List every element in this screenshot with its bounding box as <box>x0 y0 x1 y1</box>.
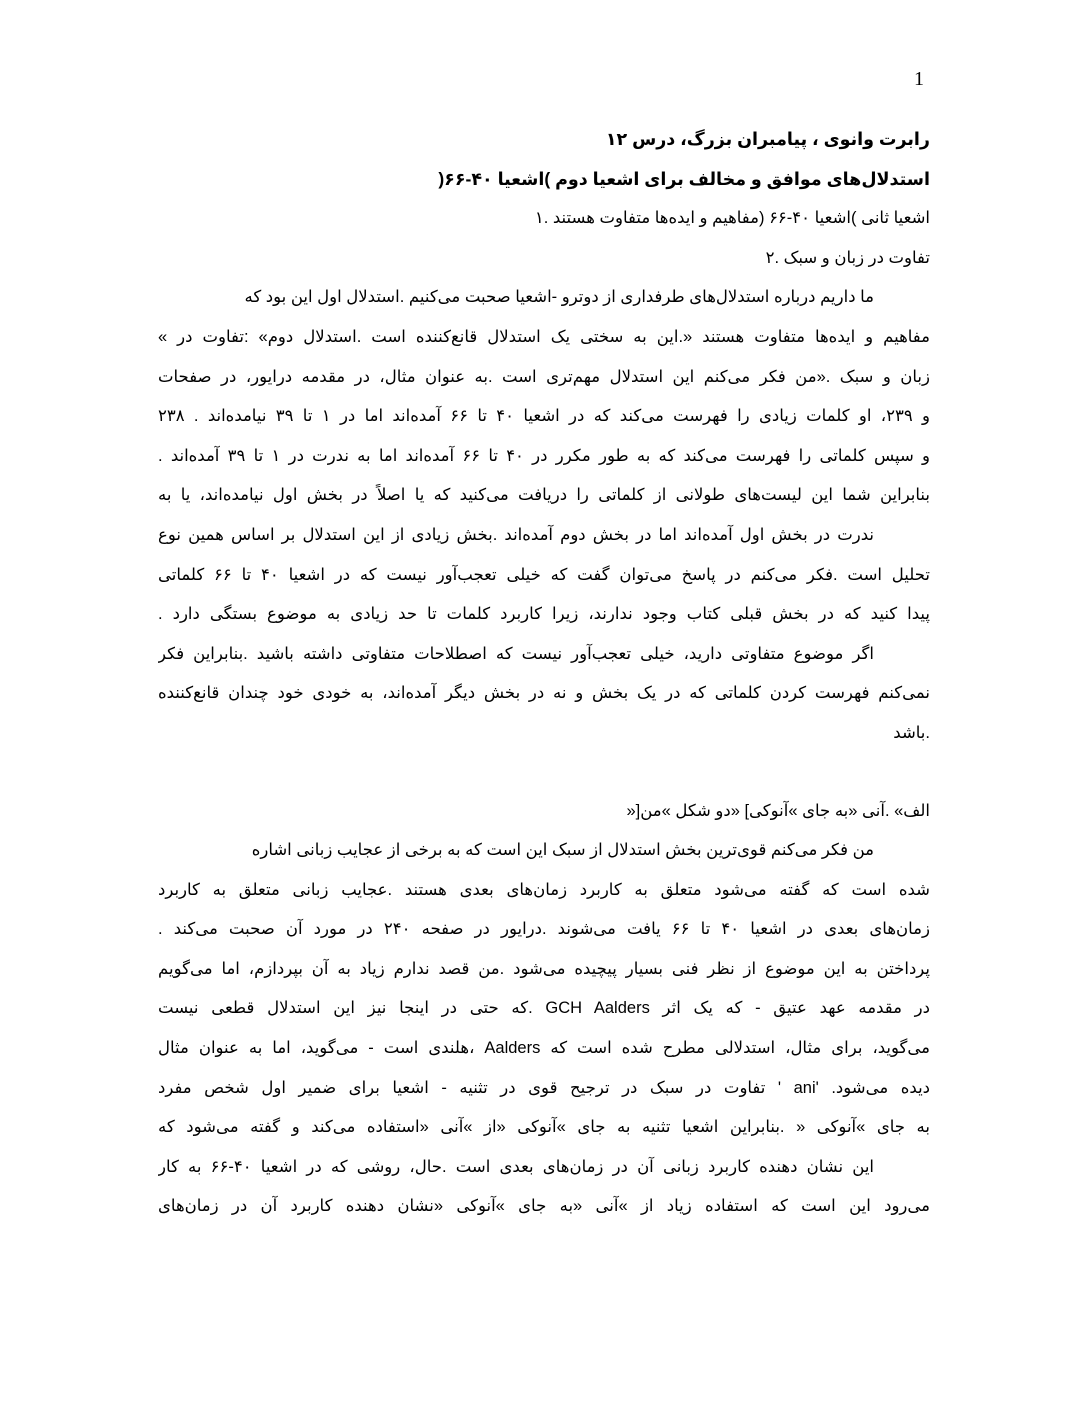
paragraph-gap <box>158 754 930 792</box>
paragraph-line: ما داریم درباره استدلال‌های طرفداری از دوترو -اشعیا صحبت می‌کنیم .استدلال اول این بود که <box>244 288 874 307</box>
section-subtitle: استدلال‌های موافق و مخالف برای اشعیا دوم )اشعیا ۴۰-۶۶( <box>438 168 930 189</box>
paragraph-line: بنابراین شما این لیست‌های طولانی از کلماتی را دریافت می‌کنید که یا اصلاً در بخش اول نیامده‌اند، یا به <box>158 486 930 505</box>
paragraph-line: می‌گوید، برای مثال، استدلالی مطرح شده است که Aalders ،هلندی است - می‌گوید، اما به عنوان مثال <box>158 1039 930 1058</box>
paragraph-line: مفاهیم و ایده‌ها متفاوت هستند «.این به سختی یک استدلال قانع‌کننده است .استدلال دوم» :تفاوت در » <box>158 327 930 346</box>
paragraph-line: .باشد <box>893 723 930 742</box>
point-line: اشعیا ثانی )اشعیا ۴۰-۶۶ (مفاهیم و ایده‌ها متفاوت هستند .۱ <box>534 209 930 228</box>
paragraph-line: شده است که گفته می‌شود متعلق به کاربرد زمان‌های بعدی هستند .عجایب زبانی متعلق به کاربرد <box>158 880 930 899</box>
paragraph-line: تحلیل است .فکر می‌کنم در پاسخ می‌توان گفت که خیلی تعجب‌آور نیست که در اشعیا ۴۰ تا ۶۶ کلماتی <box>158 565 930 584</box>
paragraph-line: پرداختن به این موضوع از نظر فنی بسیار پیچیده می‌شود .من قصد ندارم زیاد به آن بپردازم، اما می‌گویم <box>158 959 930 978</box>
paragraph-line: پیدا کنید که در بخش قبلی کتاب وجود ندارند، زیرا کاربرد کلمات تا حد زیادی به موضوع بستگی دارد . <box>158 605 930 624</box>
paragraph-line: به جای »آنوکی « .بنابراین اشعیا تثنیه به جای »آنوکی «از »آنی «استفاده می‌کند و گفته می‌شود که <box>158 1118 930 1137</box>
paragraph-line: این نشان دهنده کاربرد زبانی آن در زمان‌های بعدی است .حال، روشی که در اشعیا ۴۰-۶۶ به کار <box>158 1157 875 1176</box>
paragraph-line: می‌رود این است که استفاده زیاد از »آنی «به جای »آنوکی «نشان دهنده کاربرد آن در زمان‌های <box>158 1197 930 1216</box>
document-body <box>158 120 930 1227</box>
paragraph-line: من فکر می‌کنم قوی‌ترین بخش استدلال از سبک این است که به برخی از عجایب زبانی اشاره <box>251 841 874 860</box>
lesson-title: رابرت وانوی ، پیامبران بزرگ، درس ۱۲ <box>605 129 930 149</box>
section-heading: الف» .آنی «به جای »آنوکی] «دو شکل »من[« <box>626 801 930 820</box>
paragraph-line: در مقدمه عهد عتیق - که یک اثر GCH Aalders .که حتی در اینجا نیز این استدلال قطعی نیست <box>158 999 930 1018</box>
page-number: 1 <box>914 68 924 90</box>
paragraph-line: نمی‌کنم فهرست کردن کلماتی که در یک بخش و نه در بخش دیگر آمده‌اند، به خودی خود چندان قانع‌کننده <box>158 684 930 703</box>
paragraph-line: و سپس کلماتی را فهرست می‌کند که به طور مکرر در ۴۰ تا ۶۶ آمده‌اند اما به ندرت در ۱ تا ۳۹ آمده‌اند . <box>158 446 930 465</box>
paragraph-line: ندرت در بخش اول آمده‌اند اما در بخش دوم آمده‌اند .بخش زیادی از این استدلال بر اساس همین نوع <box>158 525 874 544</box>
paragraph-line: دیده می‌شود. 'ani ' تفاوت در سبک در ترجیح قوی در تثنیه - اشعیا برای ضمیر اول شخص مفرد <box>158 1078 930 1097</box>
paragraph-line: اگر موضوع متفاوتی دارید، خیلی تعجب‌آور نیست که اصطلاحات متفاوتی داشته باشید .بنابراین فکر <box>158 644 874 663</box>
point-line: تفاوت در زبان و سبک .۲ <box>765 248 930 267</box>
paragraph-line: زمان‌های بعدی در اشعیا ۴۰ تا ۶۶ یافت می‌شوند .درایور در صفحه ۲۴۰ در مورد آن صحبت می‌کند . <box>158 920 930 939</box>
paragraph-line: زبان و سبک .«من فکر می‌کنم این استدلال مهم‌تری است .به عنوان مثال، در مقدمه درایور، در صفحات <box>158 367 930 386</box>
paragraph-line: و ۲۳۹، او کلمات زیادی را فهرست می‌کند که در اشعیا ۴۰ تا ۶۶ آمده‌اند اما در ۱ تا ۳۹ نیامده‌اند . ۲۳۸ <box>158 407 930 426</box>
